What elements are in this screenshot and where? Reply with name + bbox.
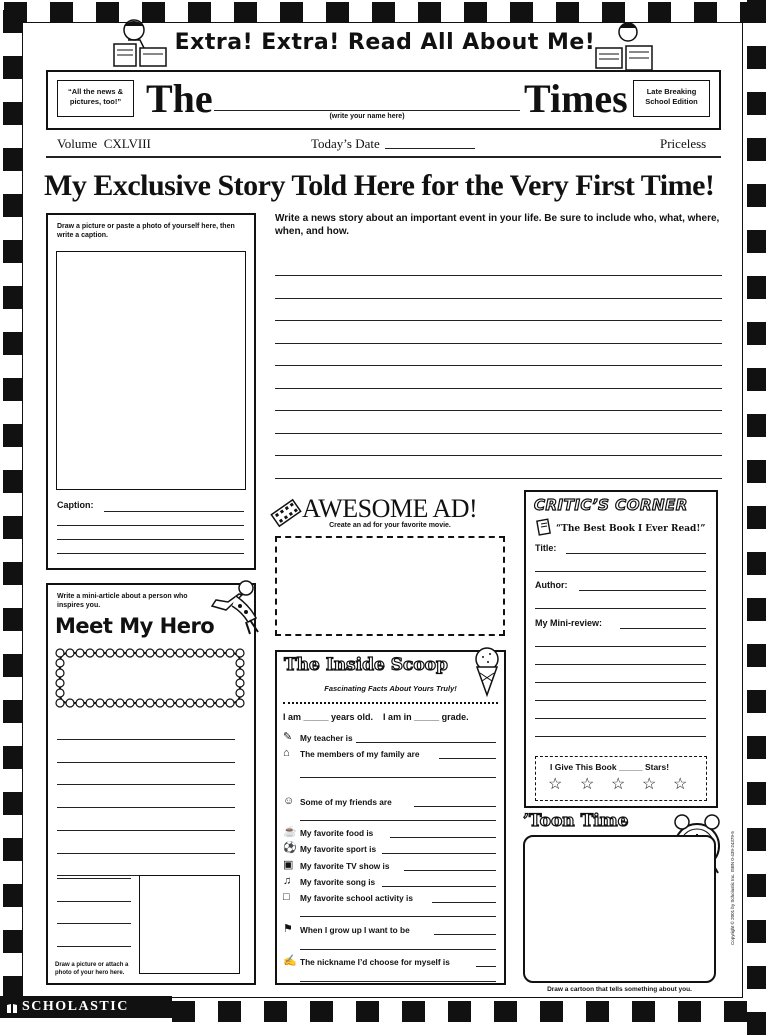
checker-square: [3, 378, 22, 401]
banner-title: Extra! Extra! Read All About Me!: [174, 30, 596, 55]
author-line-2[interactable]: [535, 608, 706, 609]
headline: My Exclusive Story Told Here for the Very First Time!: [44, 169, 715, 202]
toon-drawing-area[interactable]: [523, 835, 716, 983]
copyright: Copyright © 2001 by Scholastic Inc. ISBN 0-439-24379-5: [730, 831, 735, 945]
checker-square: [310, 1001, 333, 1022]
scholastic-logo-text: SCHOLASTIC: [22, 999, 129, 1014]
book-title-line-1[interactable]: [566, 553, 706, 554]
checker-square: [747, 230, 766, 253]
frame-bead: [196, 649, 204, 657]
ad-instruction: Create an ad for your favorite movie.: [329, 522, 451, 529]
frame-bead: [166, 649, 174, 657]
caption-line-2[interactable]: [57, 525, 244, 526]
caption-line-3[interactable]: [57, 539, 244, 540]
frame-bead: [66, 649, 74, 657]
checker-square: [172, 1001, 195, 1022]
tagline: “All the news & pictures, too!”: [67, 87, 123, 106]
story-line[interactable]: [275, 478, 722, 479]
review-line[interactable]: [535, 700, 706, 701]
checker-square: [747, 690, 766, 713]
story-line[interactable]: [275, 275, 722, 276]
checker-square: [3, 424, 22, 447]
scoop-item-label: Some of my friends are: [300, 797, 392, 807]
scoop-answer-line[interactable]: [382, 853, 496, 854]
scoop-answer-line[interactable]: [300, 820, 496, 821]
checker-square: [747, 92, 766, 115]
checker-square: [747, 736, 766, 759]
mini-review-label: My Mini-review:: [535, 618, 603, 628]
checker-square: [3, 654, 22, 677]
scoop-item-label: When I grow up I want to be: [300, 925, 410, 935]
checker-square: [3, 930, 22, 953]
caption-line-1[interactable]: [104, 511, 244, 512]
hero-line[interactable]: [57, 739, 235, 740]
checker-square: [264, 1001, 287, 1022]
masthead-the: The: [146, 76, 213, 121]
briefcase-icon: ⚑: [283, 923, 293, 935]
story-line[interactable]: [275, 433, 722, 434]
age-grade-line[interactable]: I am _____ years old. I am in _____ grade.: [283, 712, 469, 722]
scoop-item-label: The nickname I’d choose for myself is: [300, 957, 450, 967]
hero-line[interactable]: [57, 901, 131, 902]
frame-bead: [226, 649, 234, 657]
scoop-item-label: My favorite sport is: [300, 844, 377, 854]
scoop-item-label: My favorite TV show is: [300, 861, 390, 871]
checker-square: [747, 552, 766, 575]
edition-label: Late Breaking School Edition: [645, 87, 698, 106]
review-line[interactable]: [535, 646, 706, 647]
star-rating-label: I Give This Book _____ Stars!: [550, 762, 670, 772]
checker-square: [3, 516, 22, 539]
scholastic-logo: [0, 996, 172, 1018]
story-line[interactable]: [275, 298, 722, 299]
toon-instruction: Draw a cartoon that tells something about you.: [547, 986, 692, 993]
scoop-answer-line[interactable]: [356, 742, 496, 743]
star-icon[interactable]: ☆: [580, 776, 595, 793]
story-line[interactable]: [275, 410, 722, 411]
checker-square: [747, 598, 766, 621]
hero-line[interactable]: [57, 807, 235, 808]
frame-bead: [106, 649, 114, 657]
checker-square: [3, 240, 22, 263]
frame-bead: [96, 699, 104, 707]
review-line[interactable]: [535, 736, 706, 737]
frame-bead: [236, 679, 244, 687]
checker-square: [234, 2, 257, 23]
food-icon: ☕: [283, 826, 297, 838]
frame-bead: [236, 649, 244, 657]
frame-bead: [56, 689, 64, 697]
scoop-subtitle: Fascinating Facts About Yours Truly!: [324, 684, 457, 693]
checker-square: [556, 2, 579, 23]
checker-square: [3, 332, 22, 355]
photo-instruction: Draw a picture or paste a photo of yourself here, then write a caption.: [57, 223, 235, 239]
checker-square: [3, 286, 22, 309]
checker-square: [50, 2, 73, 23]
tagline-box: [57, 80, 134, 117]
hero-headline-frame[interactable]: [52, 645, 248, 711]
ad-title: AWESOME AD!: [302, 494, 478, 523]
checker-square: [747, 0, 766, 23]
scoop-answer-line[interactable]: [300, 916, 496, 917]
checker-square: [418, 2, 441, 23]
edition-box: [633, 80, 710, 117]
frame-bead: [56, 669, 64, 677]
checker-border-right: [743, 0, 768, 1024]
scoop-answer-line[interactable]: [414, 806, 496, 807]
frame-bead: [86, 699, 94, 707]
scoop-answer-line[interactable]: [300, 981, 496, 982]
frame-bead: [116, 699, 124, 707]
review-line[interactable]: [535, 682, 706, 683]
price-label: Priceless: [660, 136, 707, 151]
checker-square: [402, 1001, 425, 1022]
story-line[interactable]: [275, 343, 722, 344]
frame-bead: [146, 649, 154, 657]
hero-instruction: Write a mini-article about a person who inspires you.: [57, 593, 188, 609]
review-line[interactable]: [535, 718, 706, 719]
scoop-answer-line[interactable]: [404, 870, 496, 871]
checker-square: [586, 1001, 609, 1022]
book-icon: [6, 1001, 18, 1012]
story-instruction: Write a news story about an important event in your life. Be sure to include who, what, where, when, and how.: [275, 213, 720, 237]
newspaper-icon: [594, 18, 656, 74]
checker-square: [747, 920, 766, 943]
story-line[interactable]: [275, 320, 722, 321]
checker-square: [747, 276, 766, 299]
checker-square: [3, 56, 22, 79]
frame-bead: [196, 699, 204, 707]
checker-square: [747, 874, 766, 897]
hero-photo-instruction: Draw a picture or attach a photo of your hero here.: [55, 962, 129, 976]
checker-square: [747, 966, 766, 989]
frame-bead: [136, 699, 144, 707]
checker-square: [464, 2, 487, 23]
volume-label: Volume CXLVIII: [57, 136, 151, 151]
scoop-answer-line[interactable]: [390, 837, 496, 838]
house-icon: ⌂: [283, 747, 290, 759]
toon-title: ’Toon Time: [523, 811, 629, 831]
frame-bead: [236, 699, 244, 707]
scoop-item-label: My teacher is: [300, 733, 353, 743]
frame-bead: [106, 699, 114, 707]
hero-line[interactable]: [57, 923, 131, 924]
author-line-1[interactable]: [579, 590, 706, 591]
frame-bead: [236, 689, 244, 697]
scoop-item-label: The members of my family are: [300, 749, 420, 759]
self-photo-area[interactable]: [56, 251, 246, 490]
checker-square: [747, 322, 766, 345]
checker-square: [280, 2, 303, 23]
book-title-label: Title:: [535, 543, 557, 553]
scoop-item-label: My favorite food is: [300, 828, 374, 838]
checker-square: [3, 884, 22, 907]
frame-bead: [86, 649, 94, 657]
critic-title: CRITIC’S CORNER: [534, 496, 688, 514]
frame-bead: [166, 699, 174, 707]
book-icon: [536, 518, 552, 536]
hero-photo-area[interactable]: [139, 875, 240, 974]
frame-bead: [116, 649, 124, 657]
star-icon[interactable]: ☆: [548, 776, 563, 793]
frame-bead: [176, 649, 184, 657]
checker-square: [3, 102, 22, 125]
checker-square: [747, 138, 766, 161]
star-icon[interactable]: ☆: [673, 776, 688, 793]
frame-bead: [66, 699, 74, 707]
friends-icon: ☺: [283, 795, 295, 807]
scoop-title: The Inside Scoop: [284, 655, 448, 675]
name-write-line: [214, 110, 520, 111]
hero-line[interactable]: [57, 853, 235, 854]
scoop-answer-line[interactable]: [432, 902, 496, 903]
frame-bead: [136, 649, 144, 657]
tv-icon: ▣: [283, 859, 294, 871]
review-line[interactable]: [535, 664, 706, 665]
checker-square: [510, 2, 533, 23]
write-name-hint: (write your name here): [329, 113, 405, 120]
star-icon[interactable]: ☆: [642, 776, 657, 793]
hero-line[interactable]: [57, 784, 235, 785]
checker-square: [632, 1001, 655, 1022]
frame-bead: [96, 649, 104, 657]
superhero-icon: [206, 576, 266, 636]
frame-bead: [186, 649, 194, 657]
checker-square: [3, 10, 22, 33]
checker-square: [747, 368, 766, 391]
star-icon[interactable]: ☆: [611, 776, 626, 793]
frame-bead: [126, 699, 134, 707]
scoop-answer-line[interactable]: [300, 949, 496, 950]
ad-area[interactable]: [275, 536, 505, 636]
newsboy-icon: [110, 14, 170, 70]
frame-bead: [176, 699, 184, 707]
hero-line[interactable]: [57, 830, 235, 831]
frame-bead: [56, 659, 64, 667]
scoop-answer-line[interactable]: [382, 886, 496, 887]
caption-label: Caption:: [57, 500, 94, 510]
book-icon: □: [283, 891, 290, 903]
scoop-answer-line[interactable]: [476, 966, 496, 967]
scoop-item-label: My favorite song is: [300, 877, 376, 887]
frame-bead: [236, 669, 244, 677]
frame-bead: [226, 699, 234, 707]
checker-square: [372, 2, 395, 23]
masthead-times: Times: [524, 76, 628, 121]
checker-square: [678, 1001, 701, 1022]
author-label: Author:: [535, 580, 568, 590]
critic-subtitle: “The Best Book I Ever Read!”: [556, 524, 706, 534]
hero-line[interactable]: [57, 878, 131, 879]
scoop-item-label: My favorite school activity is: [300, 893, 413, 903]
scoop-answer-line[interactable]: [434, 934, 496, 935]
frame-bead: [56, 679, 64, 687]
frame-bead: [56, 649, 64, 657]
frame-bead: [216, 649, 224, 657]
checker-square: [3, 792, 22, 815]
checker-square: [3, 608, 22, 631]
checker-square: [747, 506, 766, 529]
checker-border-left: [0, 0, 22, 1024]
checker-square: [747, 414, 766, 437]
checker-square: [3, 148, 22, 171]
frame-bead: [216, 699, 224, 707]
checker-square: [747, 782, 766, 805]
frame-bead: [76, 699, 84, 707]
checker-square: [326, 2, 349, 23]
scoop-answer-line[interactable]: [439, 758, 496, 759]
date-line: [385, 148, 475, 149]
frame-bead: [206, 649, 214, 657]
checker-square: [747, 460, 766, 483]
frame-bead: [156, 699, 164, 707]
frame-bead: [76, 649, 84, 657]
checker-square: [3, 700, 22, 723]
checker-square: [218, 1001, 241, 1022]
pencil-icon: ✍: [283, 955, 297, 967]
frame-bead: [126, 649, 134, 657]
checker-square: [540, 1001, 563, 1022]
volume-rule: [46, 156, 721, 158]
checker-square: [3, 470, 22, 493]
checker-square: [188, 2, 211, 23]
story-line[interactable]: [275, 455, 722, 456]
story-line[interactable]: [275, 365, 722, 366]
frame-bead: [156, 649, 164, 657]
frame-bead: [236, 659, 244, 667]
music-note-icon: ♫: [283, 875, 292, 887]
hero-line[interactable]: [57, 762, 235, 763]
checker-square: [448, 1001, 471, 1022]
review-line-1[interactable]: [620, 628, 706, 629]
checker-square: [747, 46, 766, 69]
frame-bead: [186, 699, 194, 707]
checker-square: [356, 1001, 379, 1022]
checker-square: [694, 2, 717, 23]
checker-square: [494, 1001, 517, 1022]
hero-line[interactable]: [57, 946, 131, 947]
scoop-divider: [283, 702, 498, 704]
book-title-line-2[interactable]: [535, 571, 706, 572]
ball-icon: ⚽: [283, 842, 297, 854]
checker-square: [3, 746, 22, 769]
checker-square: [3, 194, 22, 217]
frame-bead: [146, 699, 154, 707]
checker-square: [3, 838, 22, 861]
hero-title: Meet My Hero: [55, 614, 215, 638]
caption-line-4[interactable]: [57, 553, 244, 554]
checker-square: [747, 644, 766, 667]
checker-square: [747, 828, 766, 851]
frame-bead: [56, 699, 64, 707]
checker-square: [3, 562, 22, 585]
date-label: Today’s Date: [311, 136, 380, 151]
checker-square: [747, 184, 766, 207]
story-line[interactable]: [275, 388, 722, 389]
apple-icon: ✎: [283, 731, 293, 743]
frame-bead: [206, 699, 214, 707]
scoop-answer-line[interactable]: [300, 777, 496, 778]
